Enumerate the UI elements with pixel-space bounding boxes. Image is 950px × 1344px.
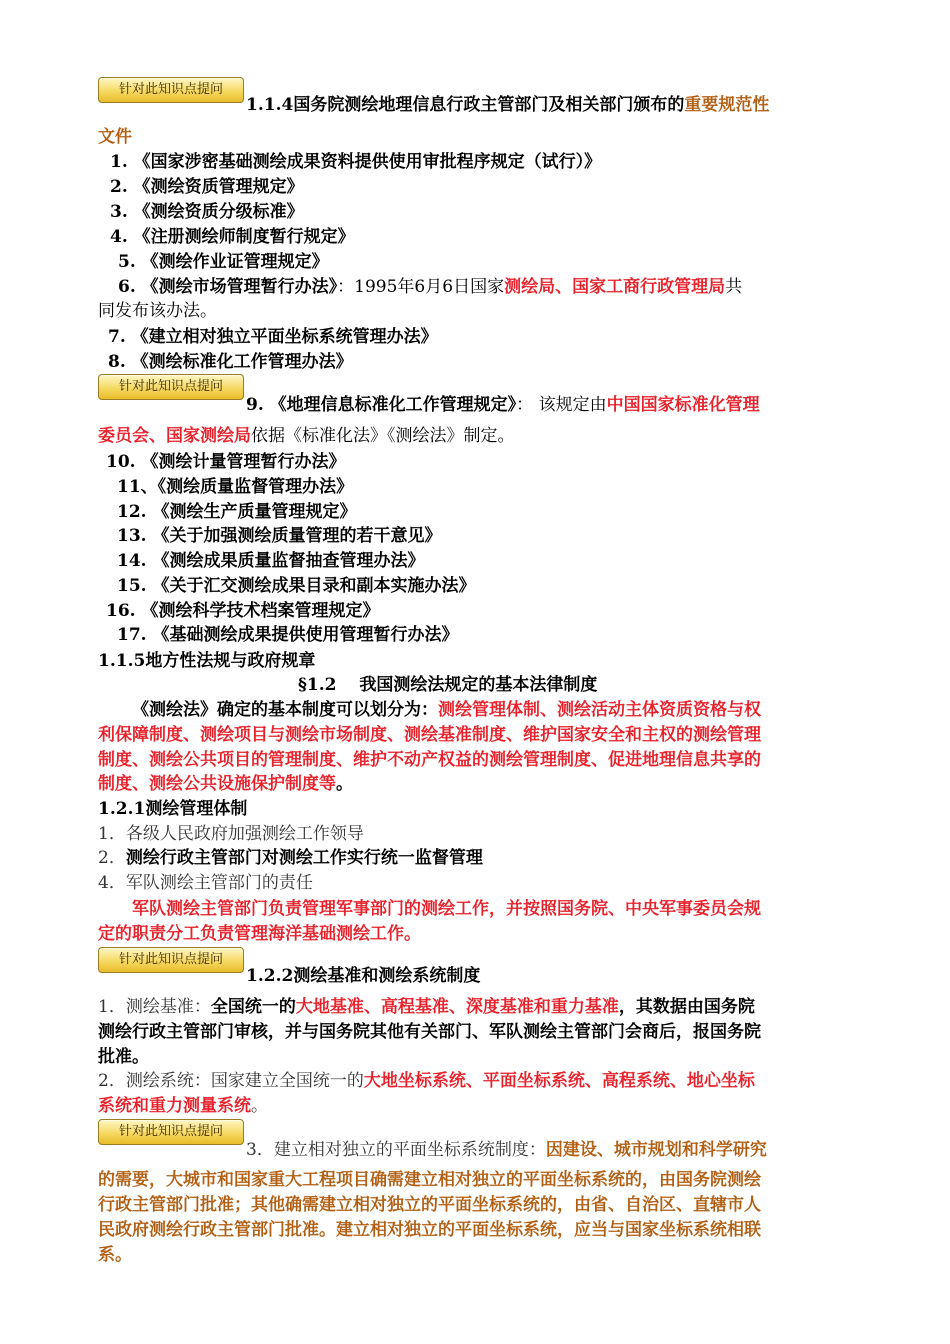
ask-question-button[interactable]: 针对此知识点提问 — [98, 1119, 244, 1145]
paragraph: 3．建立相对独立的平面坐标系统制度：因建设、城市规划和科学研究 — [246, 1140, 767, 1160]
list-item: 7. 《建立相对独立平面坐标系统管理办法》 — [108, 327, 438, 347]
paragraph-line: 定的职责分工负责管理海洋基础测绘工作。 — [98, 924, 421, 944]
list-item: 9. 《地理信息标准化工作管理规定》： 该规定由中国国家标准化管理 — [246, 395, 760, 415]
list-item-cont: 同发布该办法。 — [98, 301, 217, 321]
paragraph: 军队测绘主管部门负责管理军事部门的测绘工作，并按照国务院、中央军事委员会规 — [132, 899, 761, 919]
section-1-2-2-heading: 1.2.2测绘基准和测绘系统制度 — [246, 966, 481, 986]
list-item: 2. 《测绘资质管理规定》 — [110, 177, 304, 197]
ask-question-button[interactable]: 针对此知识点提问 — [98, 947, 244, 973]
list-item: 3. 《测绘资质分级标准》 — [110, 202, 304, 222]
paragraph-line: 批准。 — [98, 1047, 149, 1067]
list-item: 5. 《测绘作业证管理规定》 — [118, 252, 329, 272]
list-item: 16. 《测绘科学技术档案管理规定》 — [106, 601, 380, 621]
paragraph: 1．测绘基准：全国统一的大地基准、高程基准、深度基准和重力基准，其数据由国务院 — [98, 997, 755, 1017]
list-item: 4. 《注册测绘师制度暂行规定》 — [110, 227, 355, 247]
ask-question-button[interactable]: 针对此知识点提问 — [98, 77, 244, 103]
paragraph-line: 制度、测绘公共项目的管理制度、维护不动产权益的测绘管理制度、促进地理信息共享的 — [98, 750, 761, 770]
list-item: 6. 《测绘市场管理暂行办法》：1995年6月6日国家测绘局、国家工商行政管理局共 — [118, 277, 743, 297]
list-item: 17. 《基础测绘成果提供使用管理暂行办法》 — [117, 625, 459, 645]
paragraph-line: 行政主管部门批准；其他确需建立相对独立的平面坐标系统的，由省、自治区、直辖市人 — [98, 1195, 761, 1215]
section-1-1-5-heading: 1.1.5地方性法规与政府规章 — [98, 651, 316, 671]
list-item: 15. 《关于汇交测绘成果目录和副本实施办法》 — [117, 576, 476, 596]
list-item: 13. 《关于加强测绘质量管理的若干意见》 — [117, 526, 442, 546]
paragraph-line: 的需要，大城市和国家重大工程项目确需建立相对独立的平面坐标系统的，由国务院测绘 — [98, 1170, 761, 1190]
paragraph-line: 制度、测绘公共设施保护制度等。 — [98, 774, 353, 794]
list-item: 8. 《测绘标准化工作管理办法》 — [108, 352, 353, 372]
paragraph: 1．各级人民政府加强测绘工作领导 — [98, 824, 364, 844]
paragraph: 《测绘法》确定的基本制度可以划分为：测绘管理体制、测绘活动主体资质资格与权 — [132, 700, 761, 720]
paragraph: 2．测绘行政主管部门对测绘工作实行统一监督管理 — [98, 848, 483, 868]
paragraph-line: 测绘行政主管部门审核，并与国务院其他有关部门、军队测绘主管部门会商后，报国务院 — [98, 1022, 761, 1042]
list-item-cont: 委员会、国家测绘局依据《标准化法》《测绘法》制定。 — [98, 426, 515, 446]
section-1-1-4-heading-cont: 文件 — [98, 127, 132, 147]
paragraph-line: 利保障制度、测绘项目与测绘市场制度、测绘基准制度、维护国家安全和主权的测绘管理 — [98, 725, 761, 745]
section-1-2-1-heading: 1.2.1测绘管理体制 — [98, 799, 248, 819]
list-item: 11、《测绘质量监督管理办法》 — [117, 477, 354, 497]
list-item: 14. 《测绘成果质量监督抽查管理办法》 — [117, 551, 425, 571]
list-item: 12. 《测绘生产质量管理规定》 — [117, 502, 357, 522]
paragraph-line: 系统和重力测量系统。 — [98, 1096, 268, 1116]
section-1-2-title: §1.2 我国测绘法规定的基本法律制度 — [298, 675, 598, 695]
list-item: 10. 《测绘计量管理暂行办法》 — [106, 452, 346, 472]
paragraph: 4．军队测绘主管部门的责任 — [98, 873, 313, 893]
ask-question-button[interactable]: 针对此知识点提问 — [98, 374, 244, 400]
list-item: 1. 《国家涉密基础测绘成果资料提供使用审批程序规定（试行）》 — [110, 152, 602, 172]
paragraph-line: 民政府测绘行政主管部门批准。建立相对独立的平面坐标系统，应当与国家坐标系统相联 — [98, 1220, 761, 1240]
paragraph: 2．测绘系统：国家建立全国统一的大地坐标系统、平面坐标系统、高程系统、地心坐标 — [98, 1071, 755, 1091]
paragraph-line: 系。 — [98, 1245, 132, 1265]
section-1-1-4-heading: 1.1.4国务院测绘地理信息行政主管部门及相关部门颁布的重要规范性 — [246, 95, 770, 115]
